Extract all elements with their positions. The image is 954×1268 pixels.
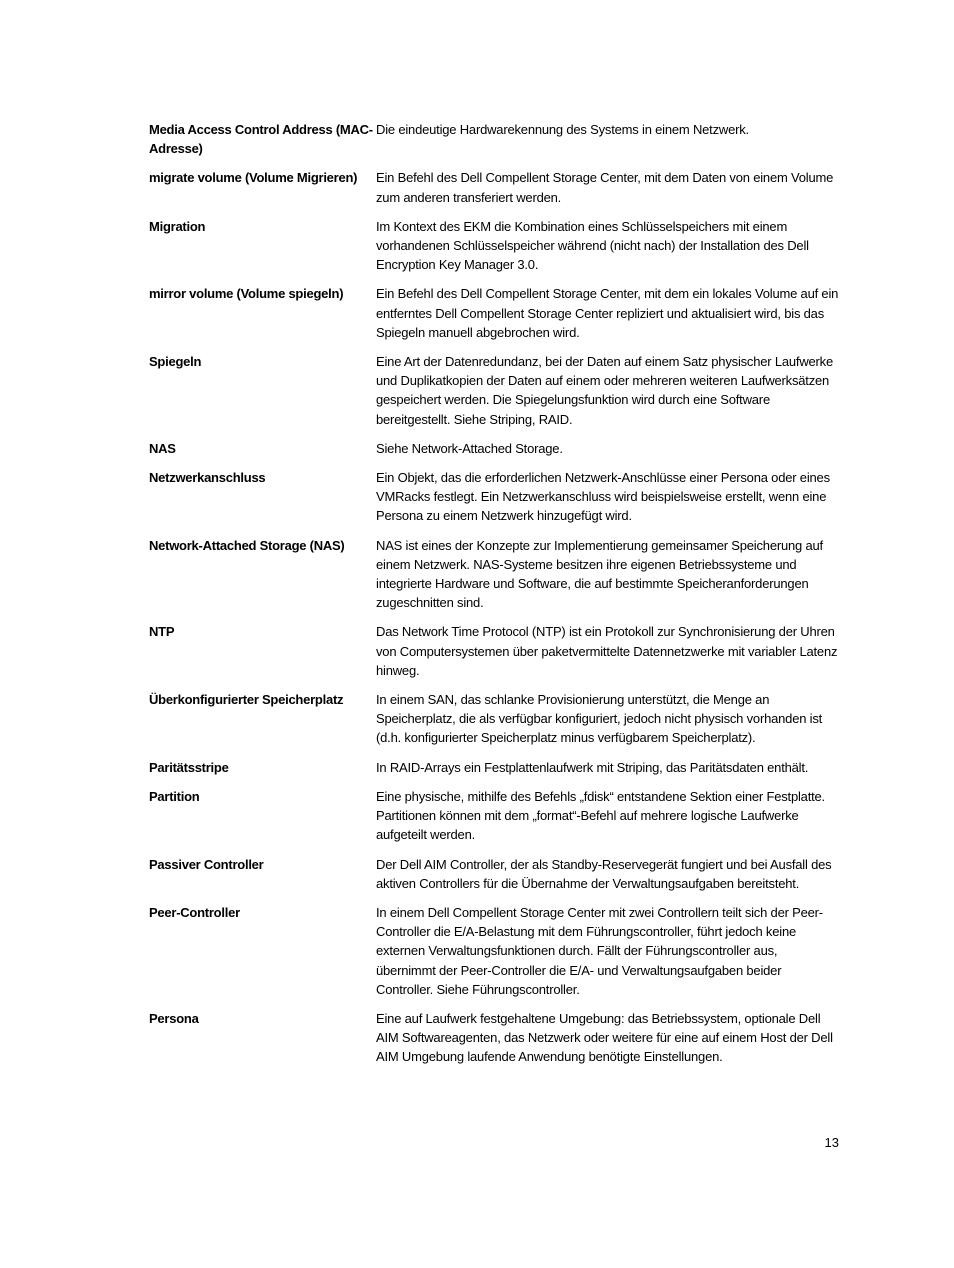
glossary-definition: Das Network Time Protocol (NTP) ist ein Protokoll zur Synchronisierung der Uhren von Computersystemen über paketvermittelte Datennetzwerke mit variabler Latenz hinweg. bbox=[376, 624, 838, 678]
glossary-term: Passiver Controller bbox=[149, 856, 264, 872]
glossary-entry bbox=[149, 284, 839, 342]
glossary-definition: In einem Dell Compellent Storage Center mit zwei Controllern teilt sich der Peer-Controller die E/A-Belastung mit dem Führungscontroller, führt jedoch keine externen Verwaltungsfunktionen durch. Fällt der Führungscontroller aus, übernimmt der Peer-Controller die E/A- und Verwaltungsaufgaben beider Controller. Siehe Führungscontroller. bbox=[376, 904, 823, 997]
glossary-definition: In einem SAN, das schlanke Provisionierung unterstützt, die Menge an Speicherplatz, die als verfügbar konfiguriert, jedoch nicht physisch vorhanden ist (d.h. konfigurierter Speicherplatz minus verfügbarem Speicherplatz). bbox=[376, 692, 823, 746]
glossary-term: Spiegeln bbox=[149, 354, 202, 370]
glossary-term: migrate volume (Volume Migrieren) bbox=[149, 170, 358, 186]
glossary-entry bbox=[149, 1009, 839, 1067]
glossary-list bbox=[149, 120, 839, 1077]
glossary-definition: Eine Art der Datenredundanz, bei der Daten auf einem Satz physischer Laufwerke und Duplikatkopien der Daten auf einem oder mehreren weiteren Laufwerksätzen gespeichert werden. Die Spiegelungsfunktion wird durch eine Software bereitgestellt. Siehe Striping, RAID. bbox=[376, 354, 834, 427]
glossary-definition: Ein Objekt, das die erforderlichen Netzwerk-Anschlüsse einer Persona oder eines VMRacks festlegt. Ein Netzwerkanschluss wird beispielsweise erstellt, wenn eine Persona zu einem Netzwerk hinzugefügt wird. bbox=[376, 470, 830, 524]
glossary-definition: Im Kontext des EKM die Kombination eines Schlüsselspeichers mit einem vorhandenen Schlüsselspeicher während (nicht nach) der Installation des Dell Encryption Key Manager 3.0. bbox=[376, 218, 809, 273]
glossary-definition: Ein Befehl des Dell Compellent Storage Center, mit dem ein lokales Volume auf ein entferntes Dell Compellent Storage Center repliziert und aktualisiert wird, bis das Spiegeln manuell abgebrochen wird. bbox=[376, 286, 839, 340]
glossary-entry bbox=[149, 622, 839, 680]
glossary-definition: Eine auf Laufwerk festgehaltene Umgebung: das Betriebssystem, optionale Dell AIM Softwareagenten, das Netzwerk oder weitere für eine auf einem Host der Dell AIM Umgebung laufende Anwendung benötigte Einstellungen. bbox=[376, 1010, 833, 1065]
glossary-entry bbox=[149, 536, 839, 613]
glossary-entry bbox=[149, 787, 839, 845]
glossary-entry bbox=[149, 352, 839, 429]
glossary-term: mirror volume (Volume spiegeln) bbox=[149, 286, 344, 302]
glossary-entry bbox=[149, 690, 839, 748]
glossary-definition: NAS ist eines der Konzepte zur Implementierung gemeinsamer Speicherung auf einem Netzwerk. NAS-Systeme besitzen ihre eigenen Betriebssysteme und integrierte Hardware und Software, die auf bestimmte Speicheranforderungen zugeschnitten sind. bbox=[376, 537, 823, 611]
glossary-entry bbox=[149, 758, 839, 777]
glossary-term: Network-Attached Storage (NAS) bbox=[149, 537, 345, 553]
glossary-entry bbox=[149, 120, 839, 158]
glossary-term: NTP bbox=[149, 624, 175, 640]
glossary-definition: Eine physische, mithilfe des Befehls „fdisk“ entstandene Sektion einer Festplatte. Partitionen können mit dem „format“-Befehl auf mehrere logische Laufwerke aufgeteilt werden. bbox=[376, 788, 825, 843]
glossary-term: Paritätsstripe bbox=[149, 759, 229, 775]
glossary-definition: Siehe Network-Attached Storage. bbox=[376, 440, 563, 456]
glossary-term: Überkonfigurierter Speicherplatz bbox=[149, 692, 344, 708]
glossary-definition: Ein Befehl des Dell Compellent Storage Center, mit dem Daten von einem Volume zum anderen transferiert werden. bbox=[376, 170, 834, 205]
glossary-definition: Der Dell AIM Controller, der als Standby-Reservegerät fungiert und bei Ausfall des aktiven Controllers für die Übernahme der Verwaltungsaufgaben bereitsteht. bbox=[376, 856, 832, 891]
glossary-entry bbox=[149, 855, 839, 893]
glossary-definition: In RAID-Arrays ein Festplattenlaufwerk mit Striping, das Paritätsdaten enthält. bbox=[376, 759, 809, 775]
glossary-entry bbox=[149, 439, 839, 458]
glossary-definition: Die eindeutige Hardwarekennung des Systems in einem Netzwerk. bbox=[376, 122, 749, 137]
glossary-term: Persona bbox=[149, 1010, 199, 1026]
glossary-term: Media Access Control Address (MAC-Adresse) bbox=[149, 122, 373, 157]
glossary-entry bbox=[149, 168, 839, 206]
glossary-entry bbox=[149, 217, 839, 275]
glossary-term: Partition bbox=[149, 788, 200, 804]
glossary-term: NAS bbox=[149, 440, 176, 456]
glossary-term: Netzwerkanschluss bbox=[149, 470, 266, 486]
glossary-term: Migration bbox=[149, 218, 206, 234]
glossary-term: Peer-Controller bbox=[149, 904, 240, 920]
page-number: 13 bbox=[824, 1135, 839, 1150]
glossary-entry bbox=[149, 903, 839, 999]
glossary-entry bbox=[149, 468, 839, 526]
